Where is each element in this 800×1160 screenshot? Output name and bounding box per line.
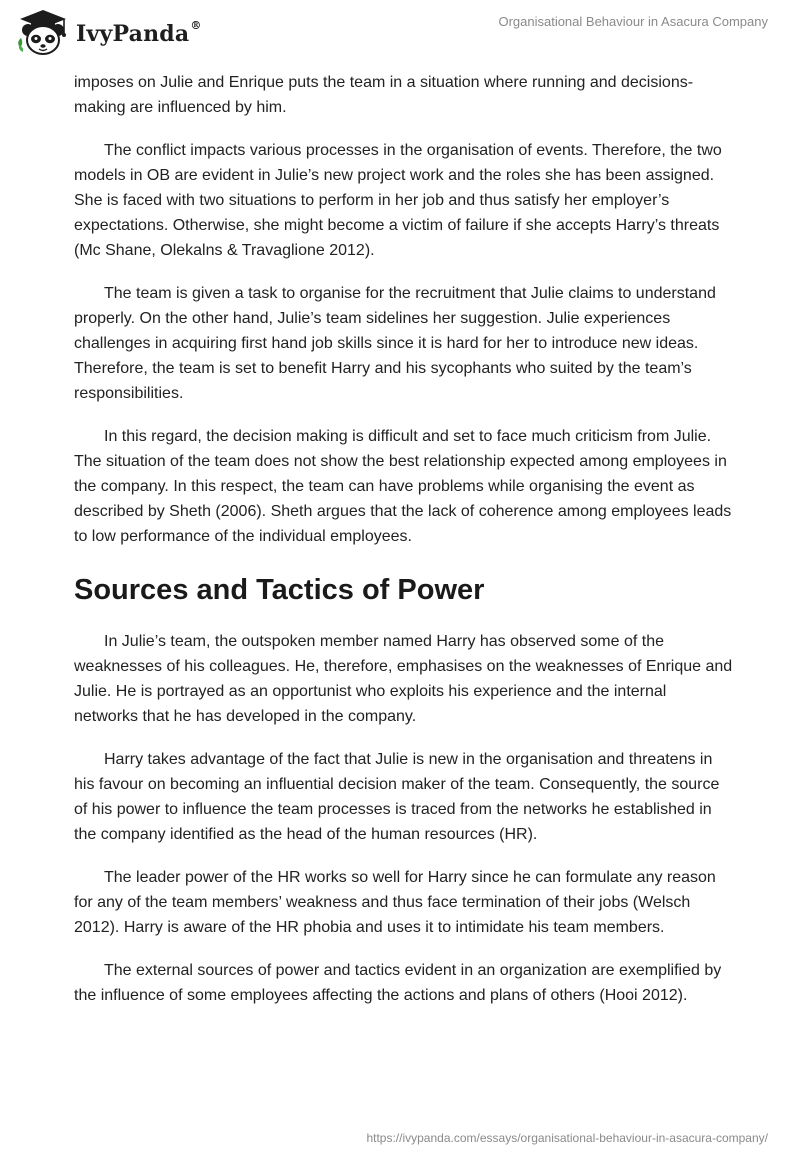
page-header bbox=[0, 0, 800, 64]
essay-body bbox=[74, 70, 734, 1026]
ivypanda-logo[interactable] bbox=[14, 8, 202, 58]
brand-name: IvyPanda® bbox=[76, 19, 202, 47]
section-heading: Sources and Tactics of Power bbox=[74, 574, 485, 606]
paragraph: The conflict impacts various processes in the organisation of events. Therefore, the two models in OB are evident in Julie’s new project work and the roles she has been assigned. She is faced with two situations to perform in her job and thus satisfy her employer’s expectations. Otherwise, she might become a victim of failure if she accepts Harry’s threats (Mc Shane, Olekalns & Travaglione 2012). bbox=[74, 142, 722, 259]
paragraph: Harry takes advantage of the fact that Julie is new in the organisation and threatens in his favour on becoming an influential decision maker of the team. Consequently, the source of his power to influence the team processes is traced from the networks he established in the company identified as the head of the human resources (HR). bbox=[74, 751, 720, 843]
paragraph: In this regard, the decision making is difficult and set to face much criticism from Julie. The situation of the team does not show the best relationship expected among employees in the company. In this respect, the team can have problems while organising the event as described by Sheth (2006). Sheth argues that the lack of coherence among employees leads to low performance of the individual employees. bbox=[74, 428, 732, 545]
paragraph: The external sources of power and tactics evident in an organization are exemplified by the influence of some employees affecting the actions and plans of others (Hooi 2012). bbox=[74, 962, 722, 1004]
panda-graduate-icon bbox=[14, 8, 72, 58]
paragraph: The team is given a task to organise for the recruitment that Julie claims to understand properly. On the other hand, Julie’s team sidelines her suggestion. Julie experiences challenges in acquiring first hand job skills since it is hard for her to introduce new ideas. Therefore, the team is set to benefit Harry and his sycophants who suited by the team’s responsibilities. bbox=[74, 285, 716, 402]
paragraph: In Julie’s team, the outspoken member named Harry has observed some of the weaknesses of his colleagues. He, therefore, emphasises on the weaknesses of Enrique and Julie. He is portrayed as an opportunist who exploits his experience and the internal networks that he has developed in the company. bbox=[74, 633, 733, 725]
source-url[interactable]: https://ivypanda.com/essays/organisational-behaviour-in-asacura-company/ bbox=[366, 1131, 768, 1145]
document-title: Organisational Behaviour in Asacura Company bbox=[498, 14, 768, 29]
registered-mark: ® bbox=[190, 19, 202, 32]
paragraph: imposes on Julie and Enrique puts the team in a situation where running and decisions-making are influenced by him. bbox=[74, 74, 694, 116]
paragraph: The leader power of the HR works so well for Harry since he can formulate any reason for any of the team members’ weakness and thus face termination of their jobs (Welsch 2012). Harry is aware of the HR phobia and uses it to intimidate his team members. bbox=[74, 869, 716, 936]
